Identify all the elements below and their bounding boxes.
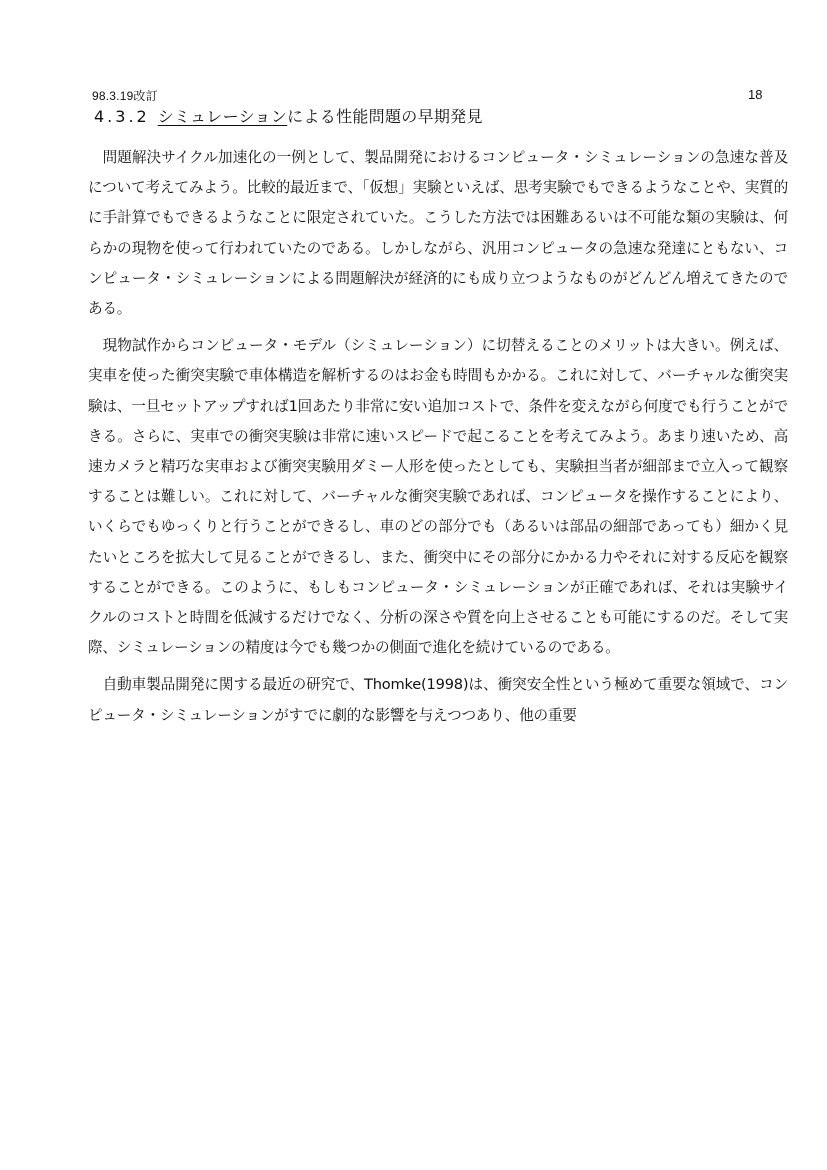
page-number: 18: [748, 87, 763, 102]
section-heading: [94, 104, 483, 127]
section-title-underlined: シミュレーション: [157, 107, 288, 126]
revision-date: 98.3.19改訂: [92, 89, 158, 103]
paragraph: 自動車製品開発に関する最近の研究で、Thomke(1998)は、衝突安全性という極めて重要な領域で、コンピュータ・シミュレーションがすでに劇的な影響を与えつつあり、他の重要: [88, 676, 788, 724]
paragraph: 現物試作からコンピュータ・モデル（シミュレーション）に切替えることのメリットは大きい。例えば、実車を使った衝突実験で車体構造を解析するのはお金も時間もかかる。これに対して、バーチャルな衝突実験は、一旦セットアップすれば1回あたり非常に安い追加コストで、条件を変えながら何度でも行うことができる。さらに、実車での衝突実験は非常に速いスピードで起こることを考えてみよう。あまり速いため、高速カメラと精巧な実車および衝突実験用ダミー人形を使ったとしても、実験担当者が細部まで立入って観察することは難しい。これに対して、バーチャルな衝突実験であれば、コンピュータを操作することにより、いくらでもゆっくりと行うことができるし、車のどの部分でも（あるいは部品の細部であっても）細かく見たいところを拡大して見ることができるし、また、衝突中にその部分にかかる力やそれに対する反応を観察することができる。このように、もしもコンピュータ・シミュレーションが正確であれば、それは実験サイクルのコストと時間を低減するだけでなく、分析の深さや質を向上させることも可能にするのだ。そして実際、シミュレーションの精度は今でも幾つかの側面で進化を続けているのである。: [88, 337, 788, 657]
section-title-rest: による性能問題の早期発見: [287, 107, 483, 126]
body-text: [88, 143, 788, 738]
section-number: 4.3.2: [94, 107, 150, 126]
paragraph: 問題解決サイクル加速化の一例として、製品開発におけるコンピュータ・シミュレーションの急速な普及について考えてみよう。比較的最近まで、「仮想」実験といえば、思考実験でもできるようなことや、実質的に手計算でもできるようなことに限定されていた。こうした方法では困難あるいは不可能な類の実験は、何らかの現物を使って行われていたのである。しかしながら、汎用コンピュータの急速な発達にともない、コンピュータ・シミュレーションによる問題解決が経済的にも成り立つようなものがどんどん増えてきたのである。: [88, 149, 788, 318]
